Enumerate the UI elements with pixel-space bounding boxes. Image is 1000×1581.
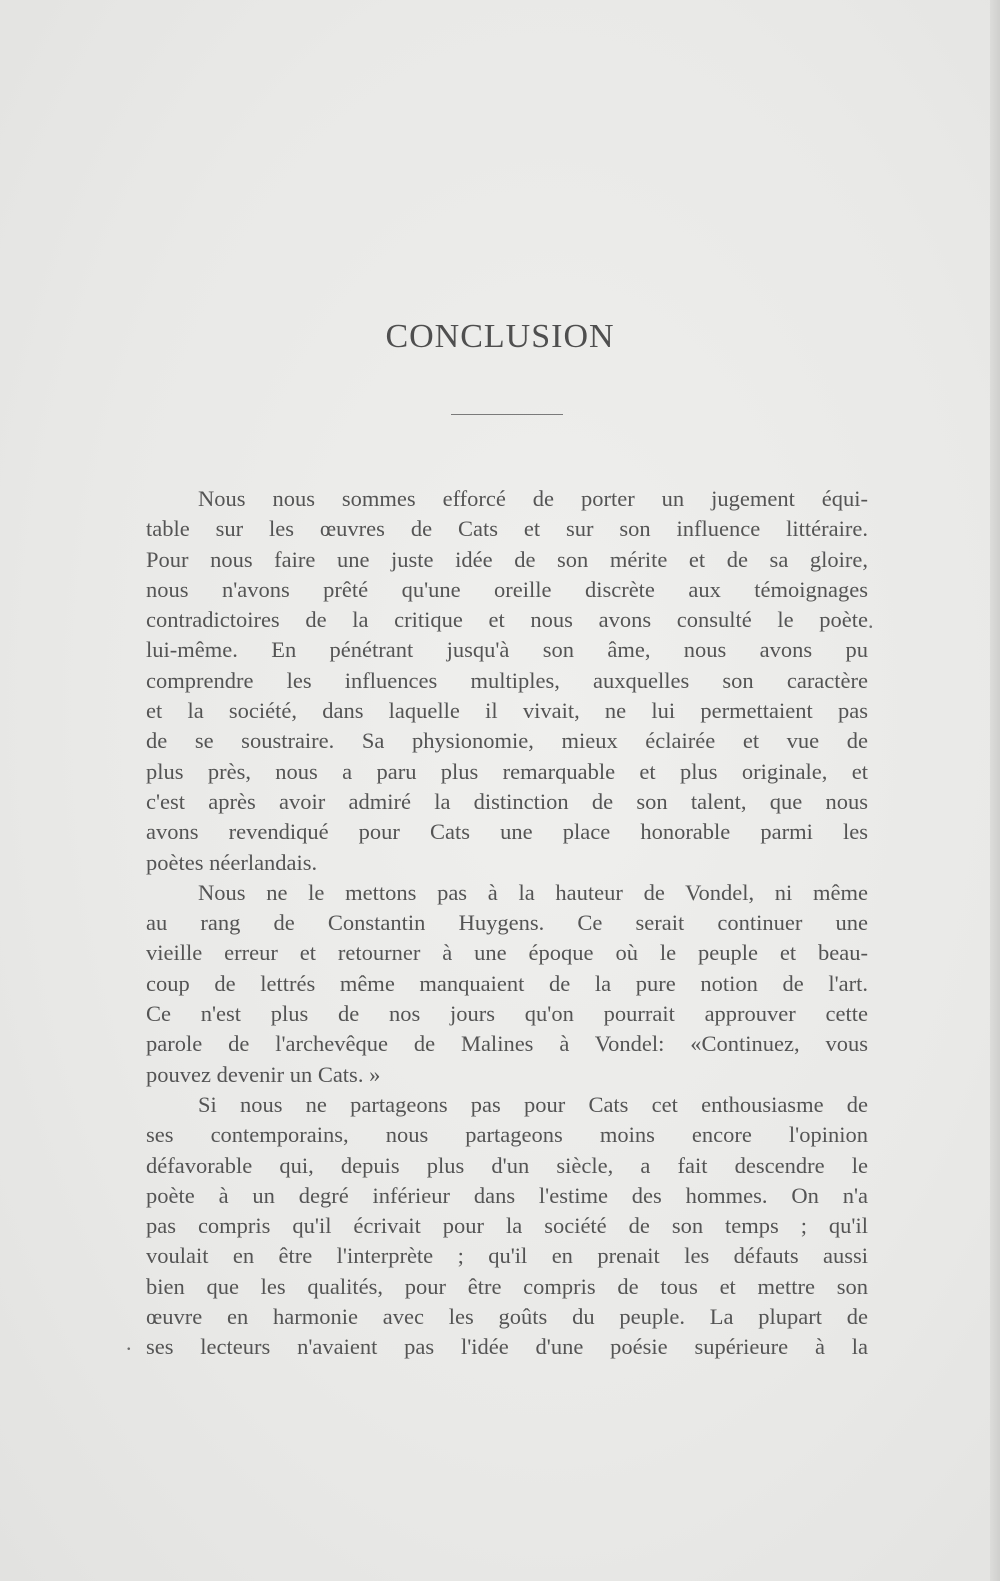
text-line: plus près, nous a paru plus remarquable et plus originale, et — [146, 758, 868, 784]
print-speck: . — [868, 608, 874, 633]
print-speck: . — [126, 1330, 132, 1355]
text-line: comprendre les influences multiples, auxquelles son caractère — [146, 667, 868, 693]
text-line: poètes néerlandais. — [146, 849, 318, 875]
chapter-heading: CONCLUSION — [385, 318, 615, 355]
text-line: pas compris qu'il écrivait pour la société de son temps ; qu'il — [146, 1213, 868, 1239]
text-line: défavorable qui, depuis plus d'un siècle, a fait descendre le — [146, 1152, 868, 1178]
text-line: parole de l'archevêque de Malines à Vondel: «Continuez, vous — [146, 1031, 868, 1057]
text-line: vieille erreur et retourner à une époque où le peuple et beau- — [146, 940, 868, 966]
page-edge — [990, 0, 1000, 1581]
text-line: poète à un degré inférieur dans l'estime des hommes. On n'a — [146, 1182, 868, 1208]
text-line: et la société, dans laquelle il vivait, ne lui permettaient pas — [146, 698, 868, 724]
text-line: pouvez devenir un Cats. » — [146, 1061, 381, 1087]
text-line: au rang de Constantin Huygens. Ce serait continuer une — [146, 910, 868, 936]
text-line: Ce n'est plus de nos jours qu'on pourrait approuver cette — [146, 1001, 868, 1027]
text-line: lui-même. En pénétrant jusqu'à son âme, nous avons pu — [146, 637, 868, 663]
text-line: avons revendiqué pour Cats une place honorable parmi les — [146, 819, 868, 845]
text-line: voulait en être l'interprète ; qu'il en prenait les défauts aussi — [146, 1243, 868, 1269]
text-line: coup de lettrés même manquaient de la pure notion de l'art. — [146, 970, 868, 996]
text-line: œuvre en harmonie avec les goûts du peuple. La plupart de — [146, 1304, 868, 1330]
text-line: Pour nous faire une juste idée de son mérite et de sa gloire, — [146, 546, 868, 572]
text-line: ses contemporains, nous partageons moins encore l'opinion — [146, 1122, 868, 1148]
text-line: Si nous ne partageons pas pour Cats cet enthousiasme de — [198, 1091, 868, 1117]
body-text — [146, 484, 868, 1363]
text-line: c'est après avoir admiré la distinction de son talent, que nous — [146, 788, 868, 814]
text-line: Nous nous sommes efforcé de porter un jugement équi- — [198, 486, 868, 511]
text-line: de se soustraire. Sa physionomie, mieux éclairée et vue de — [146, 728, 868, 754]
text-line: ses lecteurs n'avaient pas l'idée d'une poésie supérieure à la — [146, 1334, 868, 1360]
heading-rule — [451, 414, 563, 415]
text-line: Nous ne le mettons pas à la hauteur de Vondel, ni même — [198, 879, 868, 905]
text-line: bien que les qualités, pour être compris de tous et mettre son — [146, 1273, 868, 1299]
text-line: contradictoires de la critique et nous avons consulté le poète — [146, 607, 868, 633]
text-line: nous n'avons prêté qu'une oreille discrète aux témoignages — [146, 576, 868, 602]
text-line: table sur les œuvres de Cats et sur son influence littéraire. — [146, 516, 868, 542]
